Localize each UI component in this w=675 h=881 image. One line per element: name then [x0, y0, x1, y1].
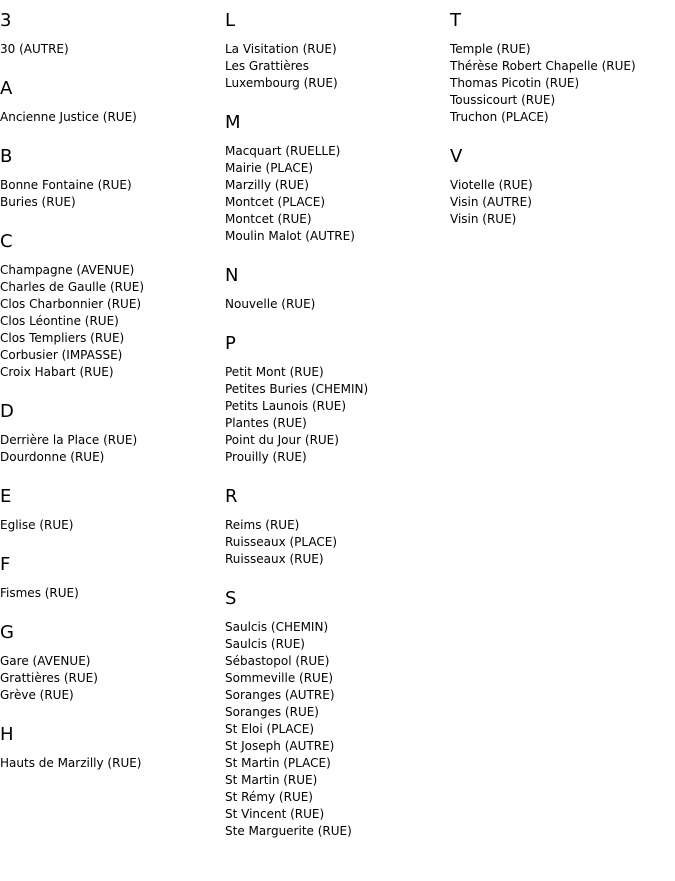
- street-link[interactable]: Petit Mont (RUE): [225, 365, 324, 379]
- street-link[interactable]: Grève (RUE): [0, 688, 74, 702]
- letter-heading: F: [0, 554, 11, 575]
- street-list: [0, 177, 225, 211]
- street-link[interactable]: Prouilly (RUE): [225, 450, 307, 464]
- street-link[interactable]: Mairie (PLACE): [225, 161, 314, 175]
- letter-heading: E: [0, 486, 12, 507]
- street-link[interactable]: Marzilly (RUE): [225, 178, 309, 192]
- letter-group: [0, 126, 225, 211]
- street-link[interactable]: Saulcis (CHEMIN): [225, 620, 329, 634]
- street-link[interactable]: Petites Buries (CHEMIN): [225, 382, 369, 396]
- letter-heading: A: [0, 78, 13, 99]
- street-link[interactable]: Champagne (AVENUE): [0, 263, 135, 277]
- letter-heading: N: [225, 265, 239, 286]
- street-link[interactable]: Dourdonne (RUE): [0, 450, 105, 464]
- street-link[interactable]: St Martin (RUE): [225, 773, 318, 787]
- letter-heading: V: [450, 146, 463, 167]
- letter-heading: 3: [0, 10, 12, 31]
- letter-group: [0, 534, 225, 602]
- street-link[interactable]: Montcet (RUE): [225, 212, 312, 226]
- street-link[interactable]: Toussicourt (RUE): [450, 93, 556, 107]
- street-index-column-2: [225, 0, 450, 840]
- street-list: [0, 432, 225, 466]
- street-link[interactable]: Temple (RUE): [450, 42, 531, 56]
- street-link[interactable]: Sommeville (RUE): [225, 671, 334, 685]
- letter-group: [0, 0, 225, 58]
- street-list: [225, 296, 450, 313]
- street-link[interactable]: Luxembourg (RUE): [225, 76, 338, 90]
- street-link[interactable]: Thomas Picotin (RUE): [450, 76, 580, 90]
- street-link[interactable]: Ruisseaux (RUE): [225, 552, 324, 566]
- letter-group: [225, 313, 450, 466]
- street-link[interactable]: Fismes (RUE): [0, 586, 79, 600]
- letter-group: [225, 568, 450, 840]
- street-link[interactable]: Sébastopol (RUE): [225, 654, 330, 668]
- letter-group: [0, 381, 225, 466]
- letter-heading: B: [0, 146, 13, 167]
- street-list: [225, 517, 450, 568]
- street-link[interactable]: Charles de Gaulle (RUE): [0, 280, 145, 294]
- street-link[interactable]: Clos Templiers (RUE): [0, 331, 125, 345]
- letter-heading: G: [0, 622, 14, 643]
- street-link[interactable]: Bonne Fontaine (RUE): [0, 178, 132, 192]
- street-index-column-3: [450, 0, 675, 228]
- street-link[interactable]: Saulcis (RUE): [225, 637, 305, 651]
- letter-group: [450, 126, 675, 228]
- street-link[interactable]: St Rémy (RUE): [225, 790, 313, 804]
- street-link[interactable]: Buries (RUE): [0, 195, 76, 209]
- street-link[interactable]: Point du Jour (RUE): [225, 433, 339, 447]
- street-list: [225, 619, 450, 840]
- street-link[interactable]: St Eloi (PLACE): [225, 722, 315, 736]
- street-link[interactable]: Corbusier (IMPASSE): [0, 348, 123, 362]
- letter-heading: S: [225, 588, 237, 609]
- street-link[interactable]: Montcet (PLACE): [225, 195, 326, 209]
- street-list: [0, 517, 225, 534]
- street-list: [0, 755, 225, 772]
- street-link[interactable]: Visin (RUE): [450, 212, 517, 226]
- letter-heading: D: [0, 401, 14, 422]
- street-link[interactable]: Truchon (PLACE): [450, 110, 549, 124]
- letter-group: [0, 58, 225, 126]
- letter-group: [0, 466, 225, 534]
- street-link[interactable]: Thérèse Robert Chapelle (RUE): [450, 59, 636, 73]
- street-link[interactable]: Soranges (AUTRE): [225, 688, 335, 702]
- letter-group: [450, 0, 675, 126]
- street-link[interactable]: Reims (RUE): [225, 518, 300, 532]
- street-link[interactable]: Viotelle (RUE): [450, 178, 533, 192]
- street-list: [0, 262, 225, 381]
- letter-group: [0, 704, 225, 772]
- street-link[interactable]: Soranges (RUE): [225, 705, 319, 719]
- letter-group: [0, 602, 225, 704]
- street-list: [450, 177, 675, 228]
- letter-heading: H: [0, 724, 14, 745]
- street-link[interactable]: Ruisseaux (PLACE): [225, 535, 338, 549]
- letter-heading: T: [450, 10, 461, 31]
- street-link[interactable]: Hauts de Marzilly (RUE): [0, 756, 142, 770]
- street-link[interactable]: Croix Habart (RUE): [0, 365, 114, 379]
- street-link[interactable]: St Martin (PLACE): [225, 756, 331, 770]
- letter-heading: R: [225, 486, 238, 507]
- letter-heading: P: [225, 333, 236, 354]
- letter-group: [225, 245, 450, 313]
- street-link[interactable]: 30 (AUTRE): [0, 42, 69, 56]
- street-link[interactable]: Clos Léontine (RUE): [0, 314, 119, 328]
- street-link[interactable]: St Joseph (AUTRE): [225, 739, 335, 753]
- street-link[interactable]: La Visitation (RUE): [225, 42, 337, 56]
- letter-heading: L: [225, 10, 236, 31]
- street-link[interactable]: Petits Launois (RUE): [225, 399, 347, 413]
- street-link[interactable]: Plantes (RUE): [225, 416, 307, 430]
- street-link[interactable]: Macquart (RUELLE): [225, 144, 341, 158]
- letter-heading: C: [0, 231, 13, 252]
- letter-group: [225, 466, 450, 568]
- street-link[interactable]: Derrière la Place (RUE): [0, 433, 138, 447]
- street-link[interactable]: Grattières (RUE): [0, 671, 98, 685]
- street-link[interactable]: Nouvelle (RUE): [225, 297, 316, 311]
- street-link[interactable]: Moulin Malot (AUTRE): [225, 229, 355, 243]
- street-list: [450, 41, 675, 126]
- street-list: [0, 109, 225, 126]
- letter-group: [225, 92, 450, 245]
- street-link[interactable]: Gare (AVENUE): [0, 654, 91, 668]
- street-link[interactable]: Visin (AUTRE): [450, 195, 532, 209]
- street-list: [225, 41, 450, 92]
- letter-heading: M: [225, 112, 241, 133]
- street-list: [0, 41, 225, 58]
- street-link[interactable]: Ancienne Justice (RUE): [0, 110, 137, 124]
- street-index-column-1: [0, 0, 225, 772]
- street-list: [225, 143, 450, 245]
- letter-group: [225, 0, 450, 92]
- street-link[interactable]: Les Grattières: [225, 59, 309, 73]
- letter-group: [0, 211, 225, 381]
- street-list: [0, 653, 225, 704]
- street-list: [0, 585, 225, 602]
- street-link[interactable]: St Vincent (RUE): [225, 807, 325, 821]
- street-link[interactable]: Eglise (RUE): [0, 518, 74, 532]
- street-link[interactable]: Ste Marguerite (RUE): [225, 824, 352, 838]
- street-list: [225, 364, 450, 466]
- street-link[interactable]: Clos Charbonnier (RUE): [0, 297, 142, 311]
